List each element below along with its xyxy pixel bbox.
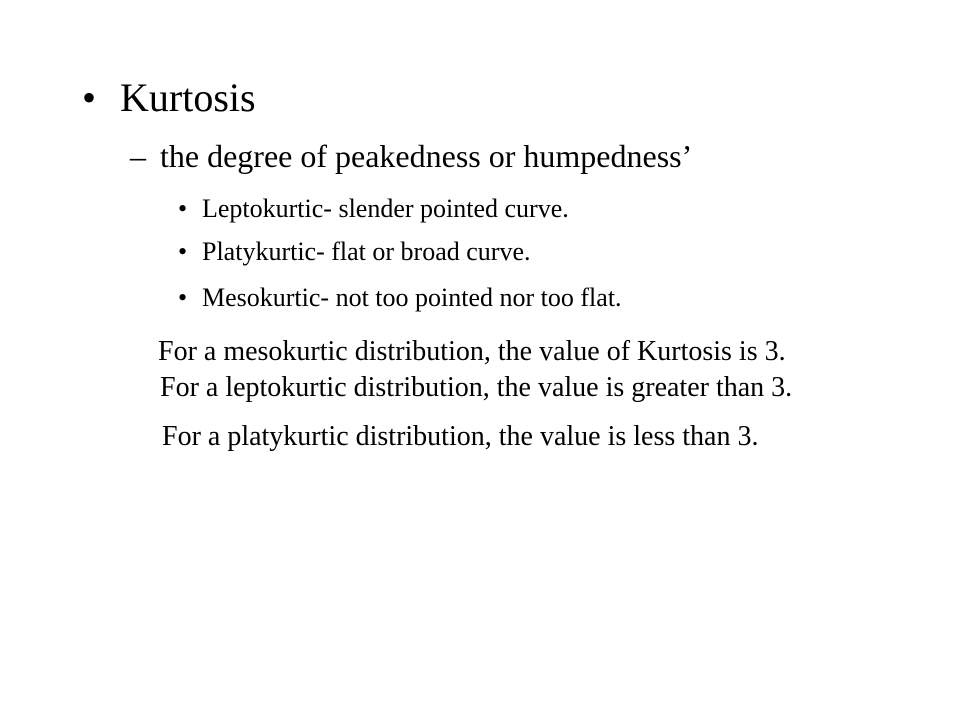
item-bullet: • <box>178 194 188 223</box>
note-mesokurtic: For a mesokurtic distribution, the value of Kurtosis is 3. <box>158 336 786 367</box>
item-bullet: • <box>178 283 188 312</box>
list-item-leptokurtic: Leptokurtic- slender pointed curve. <box>202 194 569 223</box>
slide-title: Kurtosis <box>120 75 256 120</box>
slide-subtitle: the degree of peakedness or humpedness’ <box>160 138 693 174</box>
item-bullet: • <box>178 237 188 266</box>
list-item-mesokurtic: Mesokurtic- not too pointed nor too flat. <box>202 283 622 312</box>
list-item-platykurtic: Platykurtic- flat or broad curve. <box>202 237 531 266</box>
note-leptokurtic: For a leptokurtic distribution, the value is greater than 3. <box>160 372 793 403</box>
note-platykurtic: For a platykurtic distribution, the value is less than 3. <box>162 421 759 452</box>
subtitle-dash: – <box>130 138 146 174</box>
title-bullet: • <box>82 75 97 120</box>
